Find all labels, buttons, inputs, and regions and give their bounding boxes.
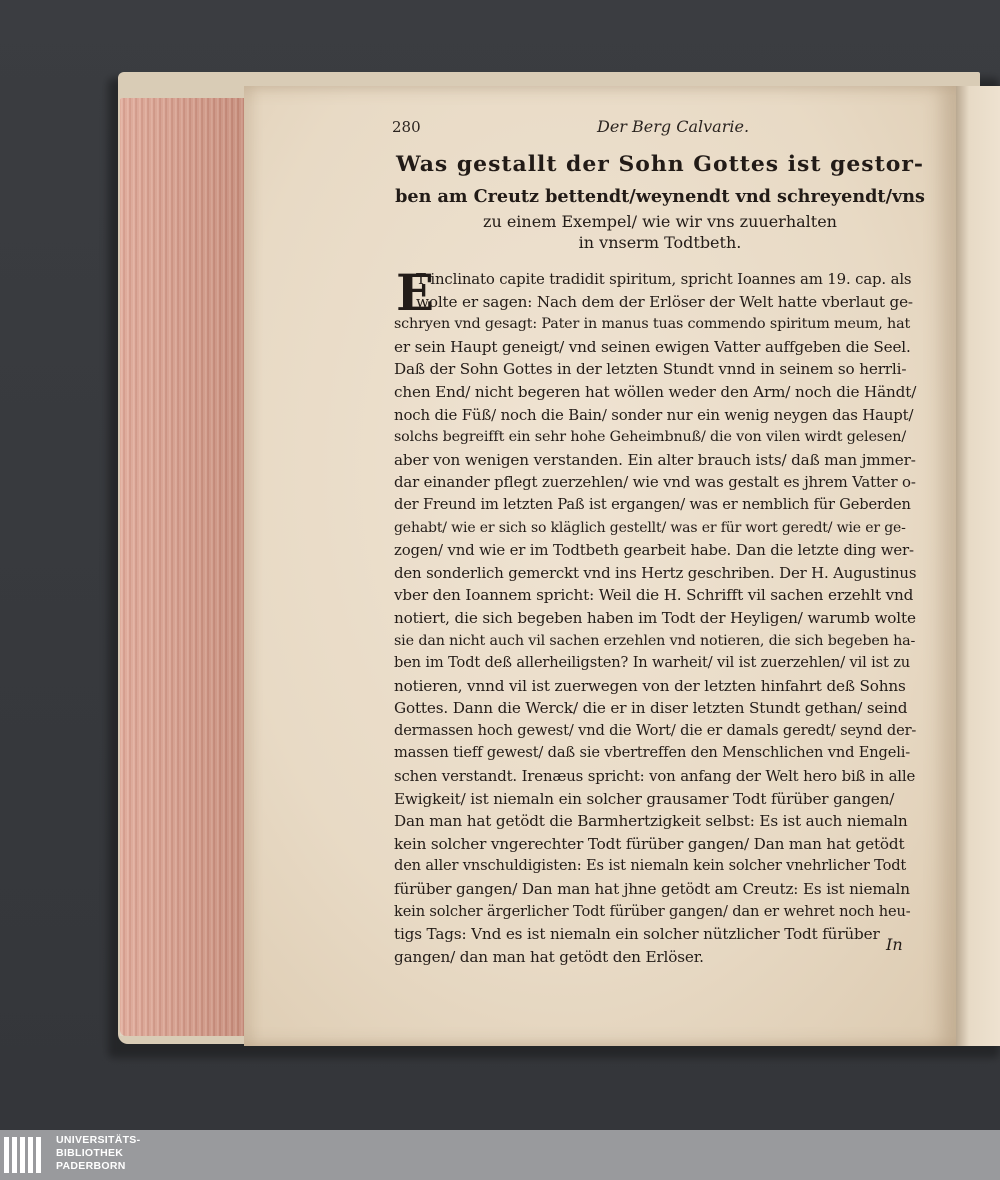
text-line: Daß der Sohn Gottes in der letzten Stundt vnnd in seinem so herrli-	[394, 360, 907, 379]
text-line: dar einander pflegt zuerzehlen/ wie vnd was gestalt es jhrem Vatter o-	[394, 473, 916, 492]
catchword: In	[886, 935, 903, 954]
text-line: solchs begreifft ein sehr hohe Geheimbnuß/ die von vilen wirdt gelesen/	[394, 429, 906, 446]
library-logo-text	[56, 1134, 140, 1173]
text-line: chen End/ nicht begeren hat wöllen weder den Arm/ noch die Händt/	[394, 382, 917, 401]
logo-line-1: UNIVERSITÄTS-	[56, 1134, 141, 1146]
page-fore-edge	[120, 98, 248, 1036]
text-line: fürüber gangen/ Dan man hat jhne getödt am Creutz: Es ist niemaln	[394, 880, 910, 899]
text-line: kein solcher ärgerlicher Todt fürüber gangen/ dan er wehret noch heu-	[394, 902, 911, 920]
text-line: notieren, vnnd vil ist zuerwegen von der letzten hinfahrt deß Sohns	[394, 676, 906, 695]
text-line: zogen/ vnd wie er im Todtbeth gearbeit habe. Dan die letzte ding wer-	[394, 541, 914, 560]
title-line-1: Was gestallt der Sohn Gottes ist gestor-	[396, 151, 924, 177]
text-line: er sein Haupt geneigt/ vnd seinen ewigen Vatter auffgeben die Seel.	[394, 337, 911, 356]
drop-capital: E	[396, 263, 435, 322]
text-line: gangen/ dan man hat getödt den Erlöser.	[394, 947, 704, 966]
text-line: schryen vnd gesagt: Pater in manus tuas commendo spiritum meum, hat	[394, 316, 911, 333]
text-line: wolte er sagen: Nach dem der Erlöser der Welt hatte vberlaut ge-	[416, 292, 913, 311]
text-line: Dan man hat getödt die Barmhertzigkeit selbst: Es ist auch niemaln	[394, 812, 908, 831]
text-line: der Freund im letzten Paß ist ergangen/ was er nemblich für Geberden	[394, 495, 911, 513]
logo-line-3: PADERBORN	[56, 1160, 126, 1172]
text-line: tigs Tags: Vnd es ist niemaln ein solcher nützlicher Todt fürüber	[394, 925, 880, 944]
text-line: schen verstandt. Irenæus spricht: von anfang der Welt hero biß in alle	[394, 767, 916, 786]
text-line: vber den Ioannem spricht: Weil die H. Schrifft vil sachen erzehlt vnd	[394, 586, 914, 605]
text-line: notiert, die sich begeben haben im Todt der Heyligen/ warumb wolte	[394, 608, 916, 627]
library-logo-icon	[4, 1137, 48, 1173]
text-line: kein solcher vngerechter Todt fürüber gangen/ Dan man hat getödt	[394, 834, 905, 853]
text-line: Gottes. Dann die Werck/ die er in diser letzten Stundt gethan/ seind	[394, 699, 908, 718]
running-head: Der Berg Calvarie.	[597, 117, 750, 136]
text-line: den aller vnschuldigisten: Es ist niemaln kein solcher vnehrlicher Todt	[394, 857, 907, 875]
text-line: massen tieff gewest/ daß sie vbertreffen den Menschlichen vnd Engeli-	[394, 744, 911, 762]
text-line: sie dan nicht auch vil sachen erzehlen vnd notieren, die sich begeben ha-	[394, 632, 916, 649]
facing-page-edge	[956, 86, 1000, 1046]
title-line-3: zu einem Exempel/ wie wir vns zuuerhalten	[483, 212, 837, 231]
library-footer	[0, 1130, 1000, 1180]
page-header	[392, 118, 912, 142]
text-line: dermassen hoch gewest/ vnd die Wort/ die er damals geredt/ seynd der-	[394, 721, 917, 739]
title-line-2: ben am Creutz bettendt/weynendt vnd schreyendt/vns	[395, 186, 925, 207]
text-line: Ewigkeit/ ist niemaln ein solcher grausamer Todt fürüber gangen/	[394, 789, 895, 808]
text-line: aber von wenigen verstanden. Ein alter brauch ists/ daß man jmmer-	[394, 450, 916, 469]
title-line-4: in vnserm Todtbeth.	[578, 233, 742, 252]
text-line: ben im Todt deß allerheiligsten? In warheit/ vil ist zuerzehlen/ vil ist zu	[394, 654, 911, 672]
text-line: den sonderlich gemerckt vnd ins Hertz geschriben. Der H. Augustinus	[394, 563, 917, 582]
page-number: 280	[392, 118, 421, 136]
text-line: gehabt/ wie er sich so kläglich gestellt/ was er für wort geredt/ wie er ge-	[394, 519, 906, 536]
text-line: T inclinato capite tradidit spiritum, spricht Ioannes am 19. cap. als	[416, 270, 912, 288]
logo-line-2: BIBLIOTHEK	[56, 1147, 124, 1159]
chapter-title	[395, 145, 925, 253]
text-line: noch die Füß/ noch die Bain/ sonder nur ein wenig neygen das Haupt/	[394, 405, 914, 424]
body-text	[394, 263, 917, 968]
